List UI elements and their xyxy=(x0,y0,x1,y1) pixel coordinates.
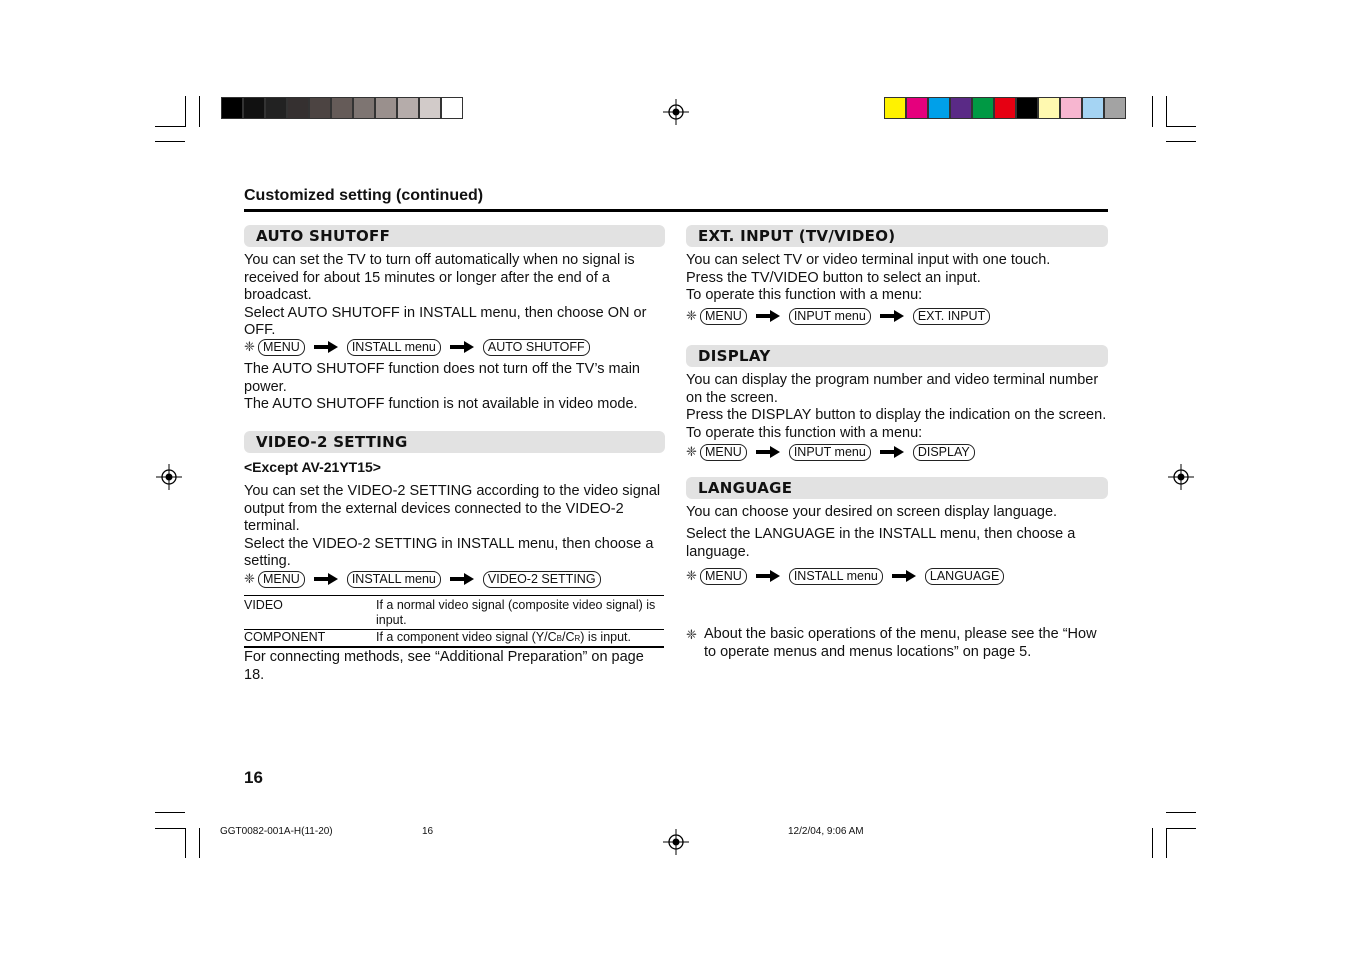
display-menu-path xyxy=(686,443,975,461)
color-swatch xyxy=(1104,97,1126,119)
display-key: DISPLAY xyxy=(913,444,975,461)
print-page-number: 16 xyxy=(422,826,434,837)
registration-mark-icon xyxy=(663,99,689,125)
install-menu-key: INSTALL menu xyxy=(347,339,441,356)
arrow-right-icon xyxy=(871,310,913,322)
asterisk-icon: ❈ xyxy=(244,571,255,586)
language-intro: You can choose your desired on screen display language. xyxy=(686,504,1058,520)
ext-input-key: EXT. INPUT xyxy=(913,308,990,325)
arrow-right-icon xyxy=(747,570,789,582)
section-title-ext-input: EXT. INPUT (TV/VIDEO) xyxy=(686,225,1108,247)
color-swatch xyxy=(243,97,265,119)
table-row-description: If a component video signal (Y/CB/CR) is input. xyxy=(376,630,631,644)
auto-shutoff-notes: The AUTO SHUTOFF function does not turn off the TV’s main power. The AUTO SHUTOFF function is not available in video mode. xyxy=(244,361,640,412)
menu-key: MENU xyxy=(700,444,747,461)
asterisk-icon: ❈ xyxy=(244,339,255,354)
arrow-right-icon xyxy=(747,446,789,458)
registration-mark-icon xyxy=(1168,464,1194,490)
video2-menu-path xyxy=(244,570,601,588)
table-row-description: If a normal video signal (composite video signal) is input. xyxy=(376,598,656,627)
color-swatch xyxy=(375,97,397,119)
table-row-option: VIDEO xyxy=(244,598,283,612)
menu-footnote: ❈ About the basic operations of the menu, please see the “How to operate menus and menus locations” on page 5. xyxy=(686,626,1097,660)
language-menu-path xyxy=(686,567,1004,585)
arrow-right-icon xyxy=(871,446,913,458)
color-swatch xyxy=(1082,97,1104,119)
color-swatch xyxy=(309,97,331,119)
ext-input-menu-path xyxy=(686,307,990,325)
color-swatch xyxy=(221,97,243,119)
color-swatch xyxy=(972,97,994,119)
color-swatch xyxy=(287,97,309,119)
section-title-language: LANGUAGE xyxy=(686,477,1108,499)
color-swatch xyxy=(1038,97,1060,119)
asterisk-icon: ❈ xyxy=(686,568,697,583)
video2-footer-note: For connecting methods, see “Additional Preparation” on page 18. xyxy=(244,649,644,683)
print-file-id: GGT0082-001A-H(11-20) xyxy=(220,826,333,837)
video2-setting-key: VIDEO-2 SETTING xyxy=(483,571,601,588)
language-description: Select the LANGUAGE in the INSTALL menu, then choose a language. xyxy=(686,526,1076,560)
arrow-right-icon xyxy=(441,341,483,353)
install-menu-key: INSTALL menu xyxy=(789,568,883,585)
color-swatch xyxy=(331,97,353,119)
color-swatch xyxy=(397,97,419,119)
section-title-video2-setting: VIDEO-2 SETTING xyxy=(244,431,665,453)
asterisk-icon: ❈ xyxy=(686,627,697,642)
asterisk-icon: ❈ xyxy=(686,308,697,323)
model-exception: <Except AV-21YT15> xyxy=(244,459,381,475)
color-swatch xyxy=(1016,97,1038,119)
input-menu-key: INPUT menu xyxy=(789,308,871,325)
registration-mark-icon xyxy=(663,829,689,855)
print-timestamp: 12/2/04, 9:06 AM xyxy=(788,826,864,837)
input-menu-key: INPUT menu xyxy=(789,444,871,461)
menu-key: MENU xyxy=(258,339,305,356)
page-number: 16 xyxy=(244,768,263,787)
arrow-right-icon xyxy=(747,310,789,322)
menu-key: MENU xyxy=(258,571,305,588)
auto-shutoff-menu-path xyxy=(244,338,590,356)
color-swatch xyxy=(441,97,463,119)
auto-shutoff-key: AUTO SHUTOFF xyxy=(483,339,590,356)
color-swatch xyxy=(928,97,950,119)
color-swatch xyxy=(353,97,375,119)
video2-description: You can set the VIDEO-2 SETTING according to the video signal output from the external devices connected to the VIDEO-2 terminal. Select the VIDEO-2 SETTING in INSTALL menu, then choose a setting. xyxy=(244,483,661,569)
auto-shutoff-description: You can set the TV to turn off automatically when no signal is received for about 15 minutes or longer after the end of a broadcast. Select AUTO SHUTOFF in INSTALL menu, then choose ON or OFF. xyxy=(244,252,647,338)
header-rule xyxy=(244,209,1108,212)
menu-key: MENU xyxy=(700,568,747,585)
color-swatch xyxy=(950,97,972,119)
arrow-right-icon xyxy=(441,573,483,585)
color-swatch xyxy=(884,97,906,119)
registration-mark-icon xyxy=(156,464,182,490)
arrow-right-icon xyxy=(305,341,347,353)
color-swatch xyxy=(419,97,441,119)
color-swatch xyxy=(1060,97,1082,119)
menu-key: MENU xyxy=(700,308,747,325)
page-title: Customized setting (continued) xyxy=(244,187,484,204)
color-swatch xyxy=(265,97,287,119)
table-row-option: COMPONENT xyxy=(244,630,326,644)
arrow-right-icon xyxy=(883,570,925,582)
color-swatch xyxy=(994,97,1016,119)
arrow-right-icon xyxy=(305,573,347,585)
section-title-auto-shutoff: AUTO SHUTOFF xyxy=(244,225,665,247)
ext-input-description: You can select TV or video terminal input with one touch. Press the TV/VIDEO button to select an input. To operate this function with a menu: xyxy=(686,252,1051,303)
install-menu-key: INSTALL menu xyxy=(347,571,441,588)
language-key: LANGUAGE xyxy=(925,568,1004,585)
display-description: You can display the program number and video terminal number on the screen. Press the DISPLAY button to display the indication on the screen. To operate this function with a menu: xyxy=(686,372,1107,441)
asterisk-icon: ❈ xyxy=(686,444,697,459)
color-swatch xyxy=(906,97,928,119)
section-title-display: DISPLAY xyxy=(686,345,1108,367)
